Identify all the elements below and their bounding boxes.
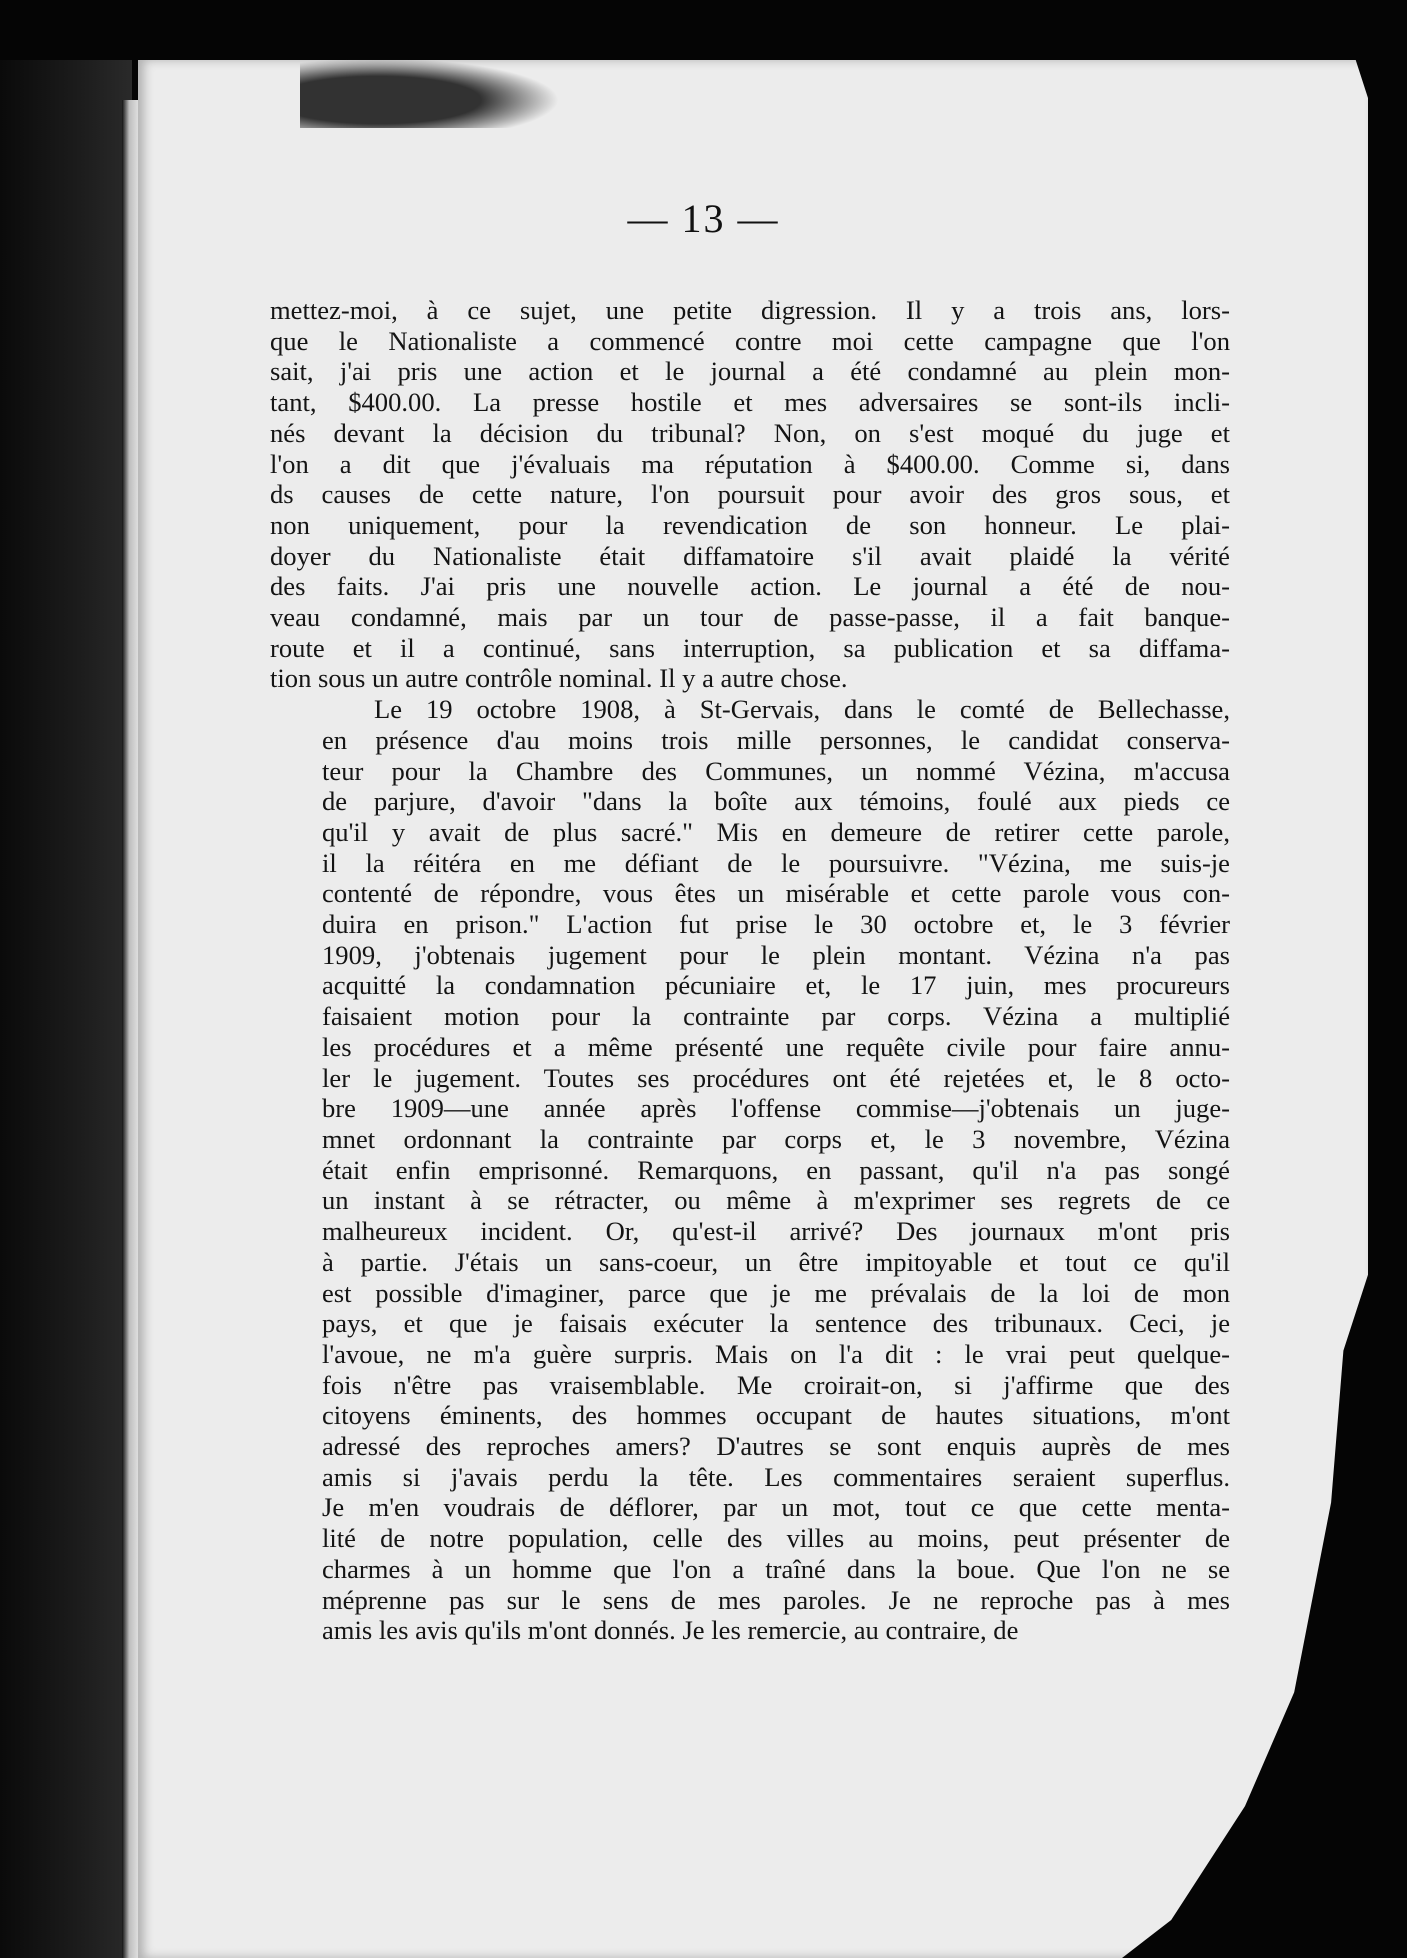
paragraph (270, 694, 1230, 1646)
text-line: contenté de répondre, vous êtes un misérable et cette parole vous con- (322, 878, 1230, 909)
text-line: mnet ordonnant la contrainte par corps et, le 3 novembre, Vézina (322, 1123, 1230, 1154)
text-line: bre 1909—une année après l'offense commise—j'obtenais un juge- (322, 1093, 1230, 1124)
text-line: amis si j'avais perdu la tête. Les commentaires seraient superflus. (322, 1461, 1230, 1492)
text-line: adressé des reproches amers? D'autres se sont enquis auprès de mes (322, 1431, 1230, 1462)
text-line: amis les avis qu'ils m'ont donnés. Je les remercie, au contraire, de (322, 1615, 1019, 1646)
text-line: route et il a continué, sans interruption, sa publication et sa diffama- (270, 632, 1230, 663)
page-number-header: — 13 — (627, 196, 780, 241)
text-line: faisaient motion pour la contrainte par corps. Vézina a multiplié (322, 1001, 1230, 1032)
text-line: malheureux incident. Or, qu'est-il arrivé? Des journaux m'ont pris (322, 1216, 1230, 1247)
text-line: à partie. J'étais un sans-coeur, un être impitoyable et tout ce qu'il (322, 1246, 1230, 1277)
text-line: l'avoue, ne m'a guère surpris. Mais on l'a dit : le vrai peut quelque- (322, 1338, 1230, 1369)
text-line: teur pour la Chambre des Communes, un nommé Vézina, m'accusa (322, 755, 1230, 786)
text-line: lité de notre population, celle des villes au moins, peut présenter de (322, 1523, 1230, 1554)
body-text (270, 295, 1230, 1646)
page-gutter-edge (122, 100, 140, 1958)
text-line: de parjure, d'avoir "dans la boîte aux témoins, foulé aux pieds ce (322, 786, 1230, 817)
text-line: acquitté la condamnation pécuniaire et, le 17 juin, mes procureurs (322, 970, 1230, 1001)
text-line: ds causes de cette nature, l'on poursuit pour avoir des gros sous, et (270, 479, 1230, 510)
text-line: Le 19 octobre 1908, à St-Gervais, dans le comté de Bellechasse, (374, 694, 1230, 725)
text-line: était enfin emprisonné. Remarquons, en passant, qu'il n'a pas songé (322, 1154, 1230, 1185)
paragraph (270, 295, 1230, 694)
text-line: ler le jugement. Toutes ses procédures ont été rejetées et, le 8 octo- (322, 1062, 1230, 1093)
text-line: est possible d'imaginer, parce que je me prévalais de la loi de mon (322, 1277, 1230, 1308)
text-line: 1909, j'obtenais jugement pour le plein montant. Vézina n'a pas (322, 939, 1230, 970)
text-line: nés devant la décision du tribunal? Non, on s'est moqué du juge et (270, 417, 1230, 448)
text-line: méprenne pas sur le sens de mes paroles. Je ne reproche pas à mes (322, 1584, 1230, 1615)
text-line: que le Nationaliste a commencé contre moi cette campagne que l'on (270, 325, 1230, 356)
text-line: qu'il y avait de plus sacré." Mis en demeure de retirer cette parole, (322, 816, 1230, 847)
text-line: il la réitéra en me défiant de le poursuivre. "Vézina, me suis-je (322, 847, 1230, 878)
text-line: duira en prison." L'action fut prise le 30 octobre et, le 3 février (322, 909, 1230, 940)
book-spine-shadow (0, 60, 132, 1958)
text-line: tant, $400.00. La presse hostile et mes adversaires se sont-ils incli- (270, 387, 1230, 418)
text-line: fois n'être pas vraisemblable. Me croirait-on, si j'affirme que des (322, 1369, 1230, 1400)
text-line: les procédures et a même présenté une requête civile pour faire annu- (322, 1031, 1230, 1062)
page-tear-mark (300, 58, 560, 128)
text-line: charmes à un homme que l'on a traîné dans la boue. Que l'on ne se (322, 1553, 1230, 1584)
text-line: l'on a dit que j'évaluais ma réputation à $400.00. Comme si, dans (270, 448, 1230, 479)
text-line: non uniquement, pour la revendication de son honneur. Le plai- (270, 509, 1230, 540)
text-line: un instant à se rétracter, ou même à m'exprimer ses regrets de ce (322, 1185, 1230, 1216)
text-line: Je m'en voudrais de déflorer, par un mot, tout ce que cette menta- (322, 1492, 1230, 1523)
text-line: en présence d'au moins trois mille personnes, le candidat conserva- (322, 724, 1230, 755)
text-line: veau condamné, mais par un tour de passe-passe, il a fait banque- (270, 602, 1230, 633)
text-line: sait, j'ai pris une action et le journal a été condamné au plein mon- (270, 356, 1230, 387)
text-line: pays, et que je faisais exécuter la sentence des tribunaux. Ceci, je (322, 1308, 1230, 1339)
text-line: tion sous un autre contrôle nominal. Il y a autre chose. (270, 663, 848, 694)
text-line: citoyens éminents, des hommes occupant de hautes situations, m'ont (322, 1400, 1230, 1431)
text-line: doyer du Nationaliste était diffamatoire s'il avait plaidé la vérité (270, 540, 1230, 571)
text-line: des faits. J'ai pris une nouvelle action. Le journal a été de nou- (270, 571, 1230, 602)
text-line: mettez-moi, à ce sujet, une petite digression. Il y a trois ans, lors- (270, 295, 1230, 325)
